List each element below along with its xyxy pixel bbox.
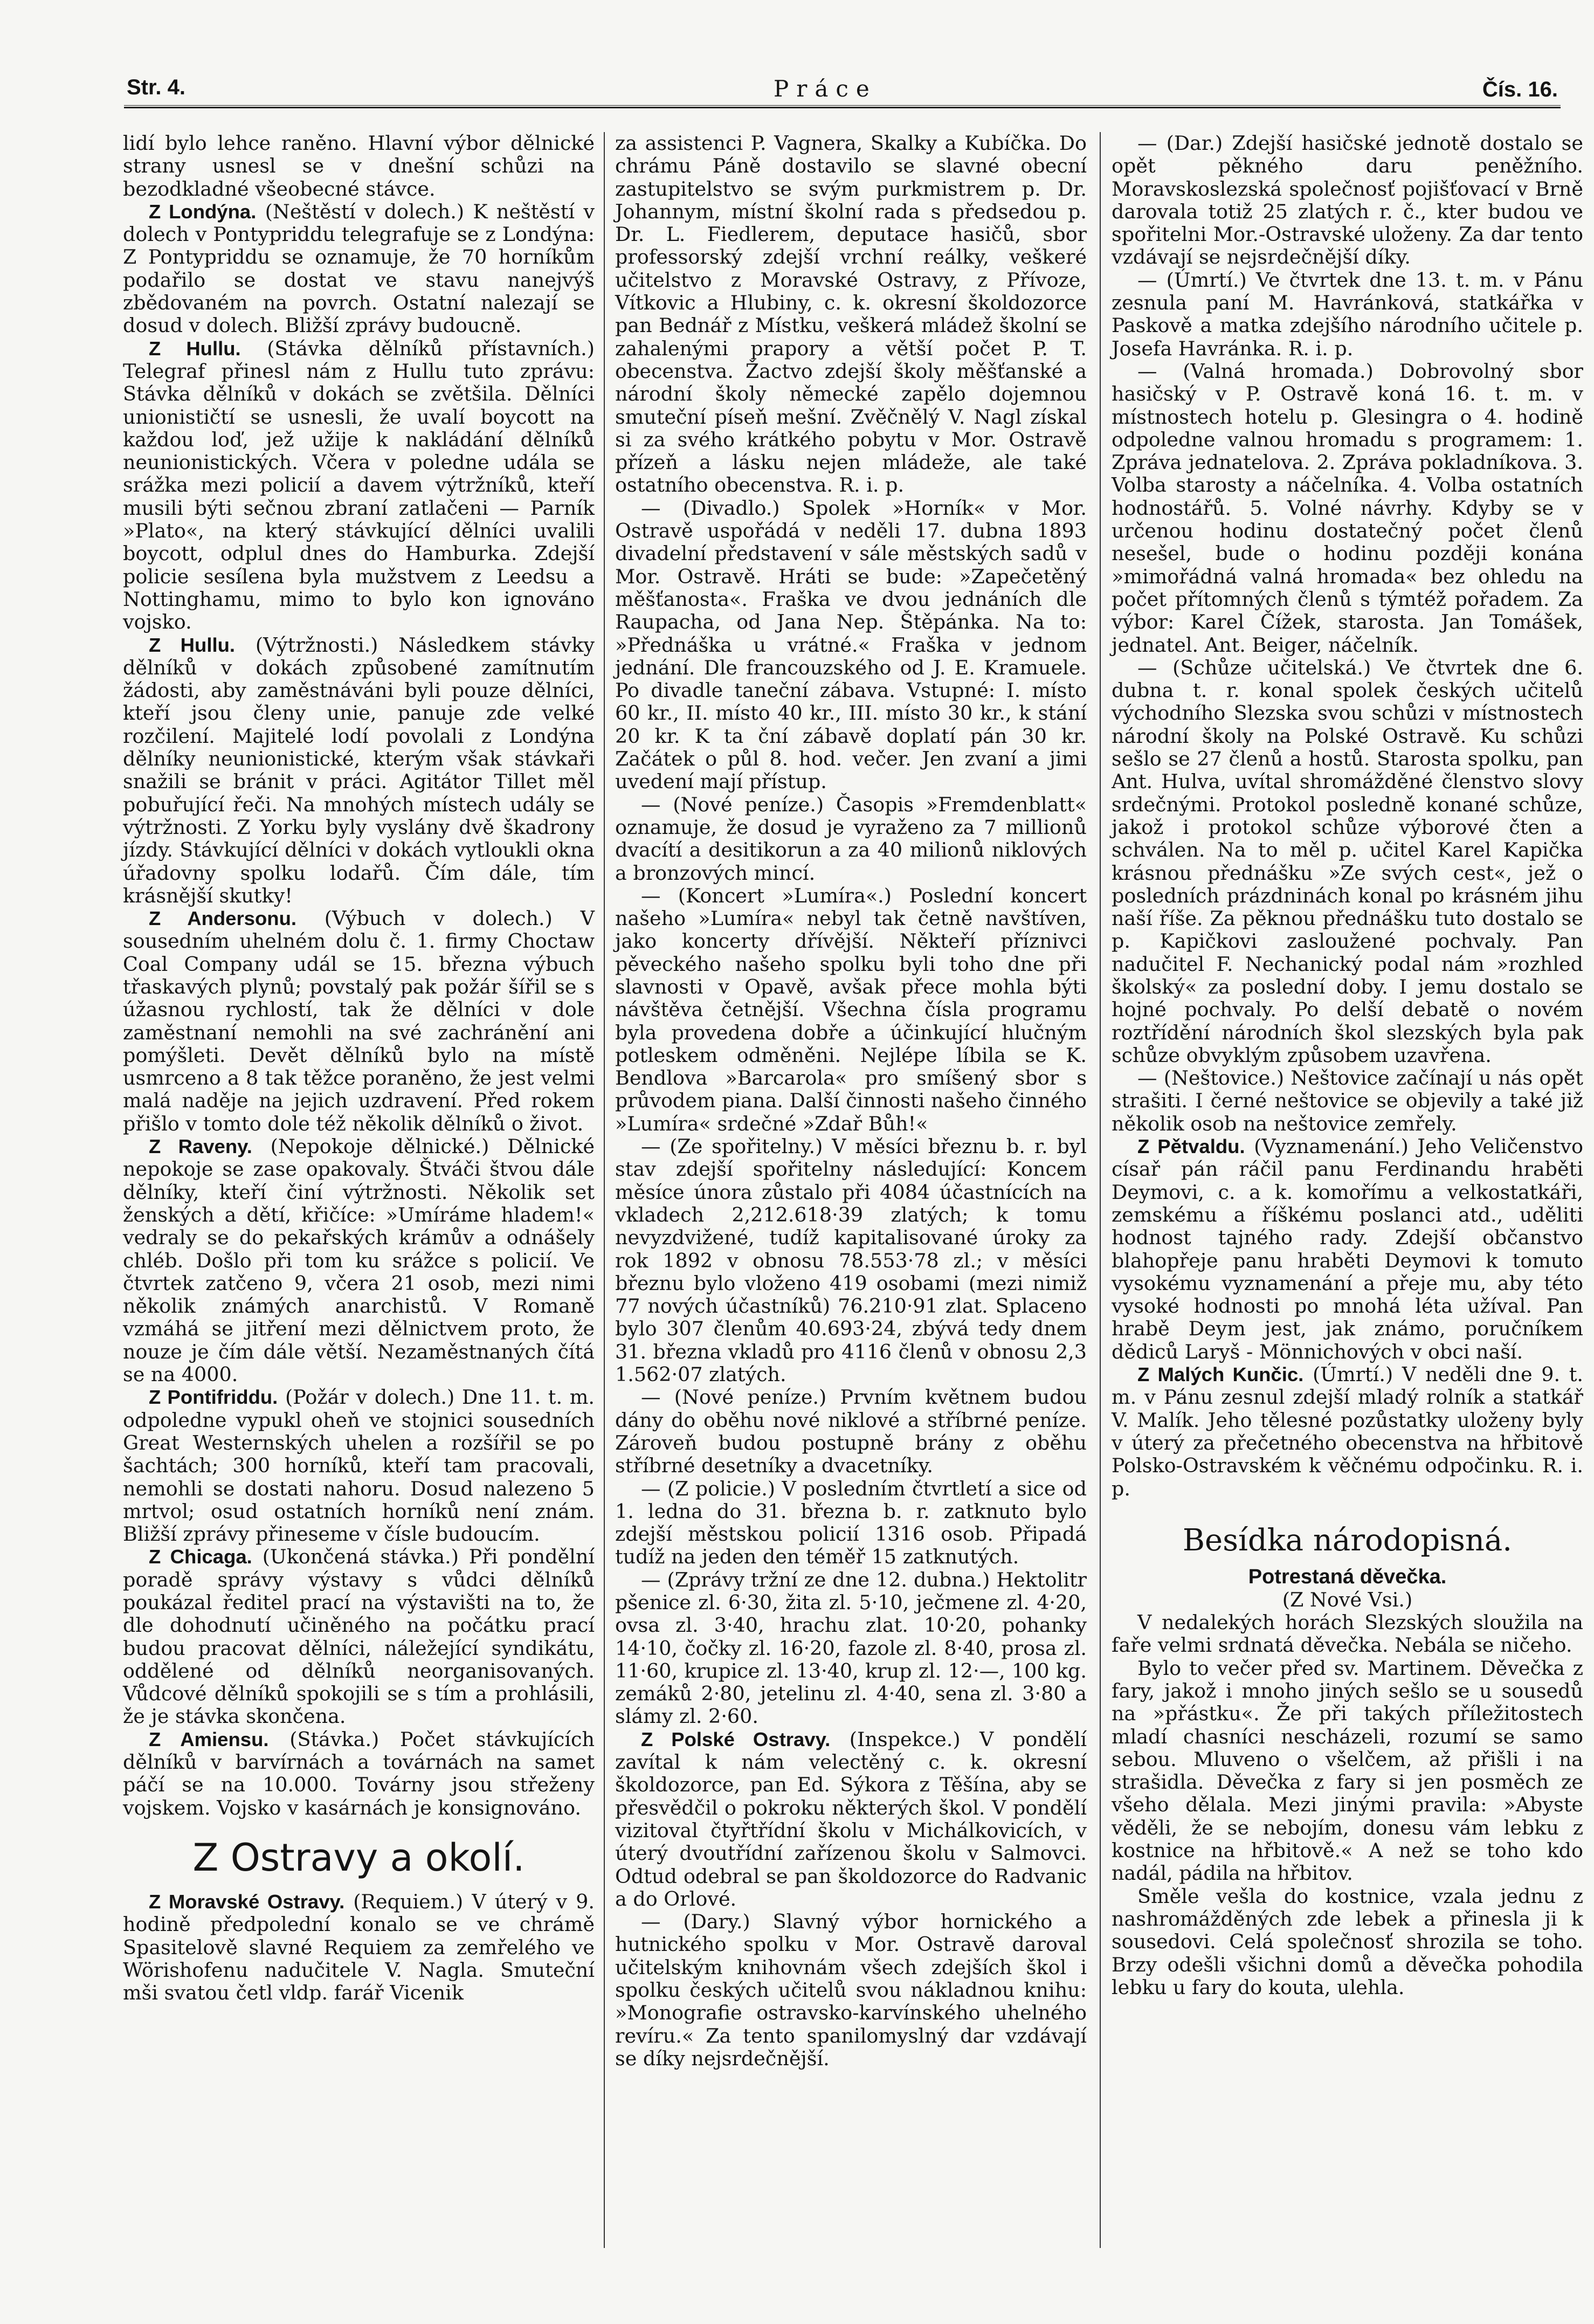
- story-paragraph: Směle vešla do kostnice, vzala jednu z nashromážděných zde lebek a přinesla ji k sousedovi. Celá společnosť shrozila se toho. Brzy odešli všichni domů a děvečka pohodila lebku u fary do kouta, ulehla.: [1112, 1884, 1583, 1999]
- news-item: — (Nové peníze.) Časopis »Fremdenblatt« oznamuje, že dosud je vyraženo za 7 millionů dvacítí a desitikorun a za 40 milionů niklových a bronzových mincí.: [615, 792, 1087, 885]
- page-header: [127, 70, 1558, 108]
- column-divider: [604, 132, 605, 2248]
- dateline: Z Hullu.: [149, 633, 236, 656]
- news-item-petvald: [1112, 1135, 1583, 1363]
- news-text: (Úmrtí.) V neděli dne 9. t. m. v Pánu zesnul zdejší mladý rolník a statkář V. Malík. Jeho tělesné pozůstatky uloženy byly v úterý za přečetného obecenstva na hřbitově Polsko-Ostravském k věčnému odpočinku. R. i. p.: [1112, 1363, 1583, 1500]
- news-item-hull: [123, 337, 595, 634]
- dateline: Z Pětvaldu.: [1137, 1135, 1245, 1158]
- news-text: (Stávka dělníků přístavních.) Telegraf přinesl nám z Hullu tuto zprávu: Stávka dělníků v dokách se zvětšila. Dělníci unionističtí se usnesli, že uvalí boycott na každou loď, jež užije k nakládání dělníků neunionistických. Včera v poledne udála se srážka mezi policií a davem výtržníků, kteří musili býti sečnou zbraní zatlačeni — Parník »Plato«, na který stávkující dělníci uvalili boycott, odplul dnes do Hamburka. Zdejší policie sesílena byla mužstvem z Leedsu a Nottinghamu, mimo to bylo kon ignováno vojsko.: [123, 336, 595, 634]
- dateline: Z Moravské Ostravy.: [149, 1890, 345, 1913]
- news-item: — (Schůze učitelská.) Ve čtvrtek dne 6. dubna t. r. konal spolek českých učitelů východního Slezska svou schůzi v místnostech národní školy na Polské Ostravě. Ku schůzi sešlo se 27 členů a hostů. Starosta spolku, pan Ant. Hulva, uvítal shromážděné členstvo slovy srdečnými. Protokol posledně konané schůze, jakož i protokol schůze výborové čten a schválen. Na to měl p. učitel Karel Kapička krásnou přednášku »Ze svých cest«, jež o posledních prázdninách konal po krásném jihu naší říše. Za pěknou přednášku tuto dostalo se p. Kapičkovi zasloužené pochvaly. Pan nadučitel F. Nechanický podal nám »rozhled školský« za poslední doby. I jemu dostalo se hojné pochvaly. Po delší debatě o novém roztřídění národních škol slezských byla pak schůze obvyklým způsobem uzavřena.: [1112, 656, 1583, 1067]
- article-continuation: za assistenci P. Vagnera, Skalky a Kubíčka. Do chrámu Páně dostavilo se slavné obecní zastupitelstvo se svým purkmistrem p. Dr. Johannym, místní školní rada s předsedou p. Dr. L. Fiedlerem, deputace hasičů, sbor professorský zdejší vrchní reálky, veškeré učitelstvo z Moravské Ostravy, z Přívoze, Vítkovic a Hlubiny, c. k. okresní školdozorce pan Bednář z Místku, veškerá mládež školní se zahalenými prapory a větší počet P. T. obecenstva. Žactvo zdejší školy měšťanské a národní školy německé zapělo dojemnou smuteční píseň mešní. Zvěčnělý V. Nagl získal si za svého krátkého pobytu v Mor. Ostravě přízeň a lásku nejen mládeže, ale také ostatního obecenstva. R. i. p.: [615, 132, 1087, 497]
- news-item: — (Zprávy tržní ze dne 12. dubna.) Hektolitr pšenice zl. 6·30, žita zl. 5·10, ječmene zl. 4·20, ovsa zl. 3·40, hrachu zlat. 10·20, pohanky 14·10, čočky zl. 16·20, fazole zl. 8·40, prosa zl. 11·60, krupice zl. 13·40, krup zl. 12·—, 100 kg. zemáků 2·80, jetelinu zl. 4·40, sena zl. 3·80 a slámy zl. 2·60.: [615, 1568, 1087, 1728]
- news-item: — (Neštovice.) Neštovice začínají u nás opět strašiti. I černé neštovice se objevily a také již několik osob na neštovice zemřely.: [1112, 1066, 1583, 1135]
- dateline: Z Chicaga.: [149, 1546, 252, 1568]
- column-divider: [1100, 132, 1101, 2248]
- newspaper-title: Práce: [774, 75, 877, 102]
- news-text: (Požár v dolech.) Dne 11. t. m. odpoledne vypukl oheň ve stojnici sousedních Great Westernských uhelen a rozšířil se po šachtách; 300 horníků, kteří tam pracovali, nemohli se dostati nahoru. Dosud nalezeno 5 mrtvol; osud ostatních horníků není znám. Bližší zprávy přineseme v čísle budoucím.: [123, 1385, 595, 1546]
- news-item: — (Divadlo.) Spolek »Horník« v Mor. Ostravě uspořádá v neděli 17. dubna 1893 divadelní představení v sále městských sadů v Mor. Ostravě. Hráti se bude: »Zapečetěný měšťanosta«. Fraška ve dvou jednáních dle Raupacha, od Jana Nep. Štěpánka. Na to: »Přednáška u vrátné.« Fraška v jednom jednání. Dle francouzského od J. E. Kramuele. Po divadle taneční zábava. Vstupné: I. místo 60 kr., II. místo 40 kr., III. místo 30 kr., k stání 20 kr. K ta ční zábavě doplatí pán 30 kr. Začátek o půl 8. hod. večer. Jen zvaní a jimi uvedení mají přístup.: [615, 496, 1087, 794]
- news-item-chicago: [123, 1546, 595, 1728]
- dateline: Z Londýna.: [149, 200, 257, 223]
- article-continuation: lidí bylo lehce raněno. Hlavní výbor dělnické strany usnesl se v dnešní schůzi na bezodkladné všeobecné stávce.: [123, 132, 595, 201]
- story-subtitle: (Z Nové Vsi.): [1282, 1588, 1413, 1611]
- news-item: — (Nové peníze.) Prvním květnem budou dány do oběhu nové niklové a stříbrné peníze. Zároveň budou postupně brány z oběhu stříbrné desetníky a dvacetníky.: [615, 1385, 1087, 1478]
- column-3: [1112, 132, 1583, 1999]
- dateline: Z Amiensu.: [149, 1728, 269, 1750]
- news-text: (Nepokoje dělnické.) Dělnické nepokoje se zase opakovaly. Štváči štvou dále dělníky, kteří činí výtržnosti. Několik set ženských a dětí, křičíce: »Umíráme hladem!« vedraly se do pekařských krámův a odnášely chléb. Došlo při tom ku srážce s policií. Ve čtvrtek zatčeno 9, včera 21 osob, mezi nimi několik známých anarchistů. V Romaně vzmáhá se jitření mezi dělnictvem proto, že nouze je čím dále větší. Nezaměstnaných čítá se na 4000.: [123, 1135, 595, 1387]
- news-text: (Ukončená stávka.) Při pondělní poradě správy výstavy s vůdci dělníků poukázal ředitel prací na výstavišti na to, že dle dohodnutí učiněného na počátku prací budou pracovat dělníci, náležející syndikátu, oddělené od dělníků neorganisovaných. Vůdcové dělníků spokojili se s tím a prohlásili, že je stávka skončena.: [123, 1545, 595, 1728]
- news-item-ravena: [123, 1135, 595, 1386]
- story-paragraph: Bylo to večer před sv. Martinem. Děvečka z fary, jakož i mnoho jiných sešlo se u sousedů na »přástku«. Že při takých příležitostech mladí chasníci nescházeli, rozumí se samo sebou. Mluveno o všelčem, až přišli i na strašidla. Děvečka z fary si jen posměch ze všeho dělala. Mezi jinými pravila: »Abyste věděli, že se nebojím, donesu vám lebku z kostnice na hřbitově.« A než se toho kdo nadál, pádila na hřbitov.: [1112, 1656, 1583, 1885]
- news-item-moravska-ostrava: [123, 1891, 595, 2004]
- column-2: [615, 132, 1087, 2070]
- issue-number: Čís. 16.: [1482, 78, 1558, 101]
- news-item: — (Dary.) Slavný výbor hornického a hutnického spolku v Mor. Ostravě daroval učitelským knihovnám všech zdejších škol i spolku českých učitelů svou nákladnou knihu: »Monografie ostravsko-karvínského uhelného revíru.« Za tento spanilomyslný dar vzdávají se díky nejsrdečnější.: [615, 1910, 1087, 2070]
- news-text: (Výtržnosti.) Následkem stávky dělníků v dokách způsobené zamítnutím žádosti, aby zaměstnáváni byli pouze dělníci, kteří jsou členy unie, panuje zde velké rozčilení. Majitelé lodí povolali z Londýna dělníky neunionistické, kterým však stávkaři snažili se bránit v práci. Agitátor Tillet měl pobuřující řeči. Na mnohých místech udály se výtržnosti. Z Yorku byly vyslány dvě škadrony jízdy. Stávkující dělníci v dokách vytloukli okna úřadovny spolku lodařů. Čím dále, tím krásnější skutky!: [123, 633, 595, 907]
- news-text: (Neštěstí v dolech.) K neštěstí v dolech v Pontypriddu telegrafuje se z Londýna: Z Pontypriddu se oznamuje, že 70 horníkům podařilo se dostat ve stavu nanejvýš zbědovaném na povrch. Ostatní nalezají se dosud v dolech. Bližší zprávy budoucně.: [123, 199, 595, 337]
- news-text: (Requiem.) V úterý v 9. hodině předpolední konalo se ve chrámě Spasitelově slavné Requiem za zemřelého ve Wörishofenu nadučitele V. Nagla. Smuteční mši svatou četl vldp. farář Vicenik: [123, 1889, 595, 2005]
- news-item-london: [123, 201, 595, 337]
- news-item: — (Dar.) Zdejší hasičské jednotě dostalo se opět pěkného daru peněžního. Moravskoslezská společnosť pojišťovací v Brně darovala totiž 25 zlatých r. č., kter budou ve spořitelni Mor.-Ostravské uloženy. Za dar tento vzdávají se nejsrdečnější díky.: [1112, 132, 1583, 269]
- news-item-hull: [123, 634, 595, 908]
- header-rule: [124, 105, 1561, 108]
- news-text: (Výbuch v dolech.) V sousedním uhelném dolu č. 1. firmy Choctaw Coal Company udál se 15. března výbuch třaskavých plynů; povstalý pak požár šířil se s úžasnou rychlostí, tak že dělníci v dole zaměstnaní nemohli na své zachránění ani pomýšleti. Devět dělníků bylo na místě usmrceno a 8 tak těžce poraněno, že jest velmi malá naděje na jejich uzdravení. Před rokem přišlo v tomto dole též několik dělníků o život.: [123, 907, 595, 1135]
- section-heading: Z Ostravy a okolí.: [192, 1835, 525, 1880]
- news-item-polska-ostrava: [615, 1728, 1087, 1911]
- news-text: (Vyznamenání.) Jeho Veličenstvo císař pán ráčil panu Ferdinandu hraběti Deymovi, c. a k. komořímu a velkostatkáři, zemskému a říškému poslanci atd., uděliti hodnost tajného rady. Zdejší občanstvo blahopřeje panu hraběti Deymovi k tomuto vysokému vyznamenání a přeje mu, aby této vysoké hodnosti po mnohá léta užíval. Pan hrabě Deym jest, jak známo, poručníkem dědiců Laryš - Mönnichových v obci naší.: [1112, 1135, 1583, 1363]
- dateline: Z Hullu.: [149, 337, 241, 360]
- news-item-amiens: [123, 1728, 595, 1819]
- news-item: — (Koncert »Lumíra«.) Poslední koncert našeho »Lumíra« nebyl tak četně navštíven, jako koncerty dřívější. Někteří příznivci pěveckého našeho spolku byli toho dne při slavnosti v Opavě, avšak přece mohla býti návštěva četnější. Všechna čísla programu byla provedena dobře a účinkující hlučným potleskem odměněni. Nejlépe líbila se K. Bendlova »Barcarola« pro smíšený sbor s průvodem piana. Další činnosti našeho činného »Lumíra« srdečné »Zdař Bůh!«: [615, 884, 1087, 1135]
- news-item: — (Valná hromada.) Dobrovolný sbor hasičský v P. Ostravě koná 16. t. m. v místnostech hotelu p. Glesingra o 4. hodině odpoledne valnou hromadu s programem: 1. Zpráva jednatelova. 2. Zpráva pokladníkova. 3. Volba starosty a náčelníka. 4. Volba ostatních hodnostářů. 5. Volné návrhy. Kdyby se v určenou hodinu dostatečný počet členů nesešel, bude o hodinu později konána »mimořádná valná hromada« bez ohledu na počet přítomných členů s týmtéž pořadem. Za výbor: Karel Čížek, starosta. Jan Tomášek, jednatel. Ant. Beiger, náčelník.: [1112, 359, 1583, 657]
- news-text: (Inspekce.) V pondělí zavítal k nám velectěný c. k. okresní školdozorce, pan Ed. Sýkora z Těšína, aby se přesvědčil o pokroku některých škol. V pondělí vizitoval čtyřtřídní školu v Michálkovicích, v úterý dvoutřídní zařízenou školu v Salmovci. Odtud odebral se pan školdozorce do Radvanic a do Orlové.: [615, 1727, 1087, 1911]
- story-paragraph: V nedalekých horách Slezských sloužila na faře velmi srdnatá děvečka. Nebála se ničeho.: [1112, 1611, 1583, 1657]
- dateline: Z Pontifriddu.: [149, 1386, 278, 1409]
- page-number: Str. 4.: [127, 75, 185, 99]
- dateline: Z Raveny.: [149, 1135, 252, 1158]
- news-item-pontifriddu: [123, 1386, 595, 1546]
- news-item-anderson: [123, 907, 595, 1135]
- news-item: — (Ze spořitelny.) V měsíci březnu b. r. byl stav zdejší spořitelny následující: Koncem měsíce února zůstalo při 4084 účastnících na vkladech 2,212.618·39 zlatých; k tomu nevyzdvižené, tudíž kapitalisované úroky za rok 1892 v obnosu 78.553·78 zl.; v měsíci březnu bylo vloženo 419 osobami (mezi nimiž 77 nových účastníků) 76.210·91 zlat. Splaceno bylo 307 členům 40.693·24, zbývá tedy dnem 31. března vkladů pro 4116 členů v obnosu 2,3 1.562·07 zlatých.: [615, 1135, 1087, 1387]
- dateline: Z Malých Kunčic.: [1137, 1363, 1304, 1386]
- column-1: [123, 132, 595, 2004]
- dateline: Z Polské Ostravy.: [641, 1728, 831, 1750]
- news-text: (Stávka.) Počet stávkujících dělníků v barvírnách a továrnách na samet páčí se na 10.000. Továrny jsou střeženy vojskem. Vojsko v kasárnách je konsignováno.: [123, 1727, 595, 1819]
- feuilleton-heading: Besídka národopisná.: [1182, 1522, 1513, 1558]
- news-item-male-kuncice: [1112, 1363, 1583, 1500]
- dateline: Z Andersonu.: [149, 907, 297, 930]
- story-title: Potrestaná děvečka.: [1248, 1565, 1447, 1588]
- news-item: — (Z policie.) V posledním čtvrtletí a sice od 1. ledna do 31. března b. r. zatknuto bylo zdejší městskou policií 1316 osob. Připadá tudíž na jeden den téměř 15 zatknutých.: [615, 1477, 1087, 1569]
- news-item: — (Úmrtí.) Ve čtvrtek dne 13. t. m. v Pánu zesnula paní M. Havránková, statkářka v Paskově a matka zdejšího národního učitele p. Josefa Havránka. R. i. p.: [1112, 268, 1583, 360]
